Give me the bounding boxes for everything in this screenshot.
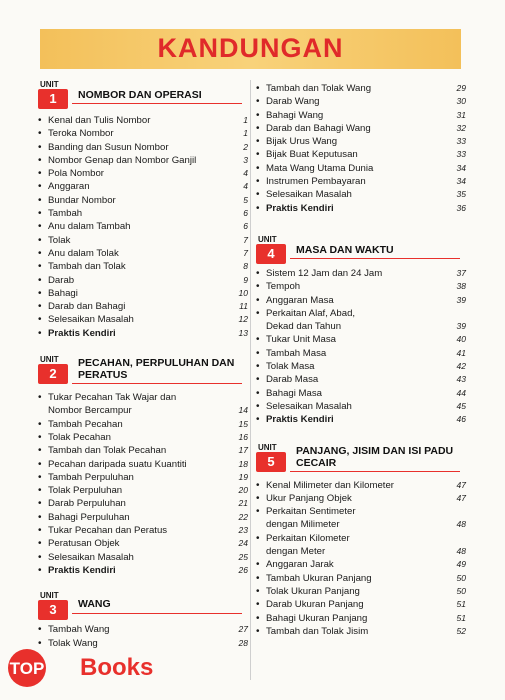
- toc-entry: [38, 511, 248, 524]
- toc-entry-page: 7: [243, 247, 248, 258]
- toc-entry-page: 51: [456, 612, 466, 623]
- unit-number: 5: [256, 452, 286, 472]
- toc-entry: [38, 127, 248, 140]
- toc-entry: [38, 180, 248, 193]
- toc-entry-title: Tambah Ukuran Panjang: [266, 572, 372, 584]
- toc-entry-page: 4: [243, 168, 248, 179]
- unit-1-list: [38, 114, 248, 340]
- toc-entry-title: Tambah Perpuluhan: [48, 471, 134, 483]
- toc-entry-page: 28: [238, 637, 248, 648]
- toc-entry: [38, 564, 248, 577]
- toc-entry: [256, 202, 466, 215]
- toc-entry-page: 29: [456, 83, 466, 93]
- toc-entry-title: Anggaran Masa: [266, 294, 334, 306]
- toc-entry-page: 1: [243, 115, 248, 125]
- toc-entry: [38, 154, 248, 167]
- toc-entry-page: 43: [456, 374, 466, 385]
- toc-entry-page: 47: [456, 479, 466, 490]
- toc-entry-title: Kenal Milimeter dan Kilometer: [266, 479, 394, 491]
- toc-entry-page: 52: [456, 625, 466, 636]
- toc-entry-title: Bahagi Masa: [266, 387, 322, 399]
- unit-number: 1: [38, 89, 68, 109]
- toc-entry-title: Praktis Kendiri: [266, 414, 334, 426]
- left-column: [38, 80, 248, 650]
- toc-entry-title: Tolak Masa: [266, 361, 315, 373]
- unit-badge: [38, 355, 72, 385]
- toc-entry-page: 37: [456, 267, 466, 278]
- toc-entry-page: 6: [243, 221, 248, 232]
- toc-entry-page: 35: [456, 189, 466, 200]
- toc-entry-page: 21: [238, 498, 248, 509]
- toc-entry-title: Anu dalam Tambah: [48, 221, 131, 233]
- toc-entry-title: Bahagi Perpuluhan: [48, 511, 130, 523]
- toc-entry: [38, 287, 248, 300]
- unit-header: [38, 80, 248, 112]
- toc-entry-title: Tambah Masa: [266, 347, 327, 359]
- toc-entry-page: 33: [456, 136, 466, 147]
- toc-entry-title: Tukar Unit Masa: [266, 334, 337, 346]
- unit-underline: [72, 103, 242, 104]
- toc-entry-title: Ukur Panjang Objek: [266, 492, 352, 504]
- toc-entry-page: 23: [238, 525, 248, 536]
- toc-entry-page: 48: [456, 546, 466, 557]
- toc-entry-title: Tambah dan Tolak Pecahan: [48, 445, 167, 457]
- toc-entry: [256, 280, 466, 293]
- toc-entry-page: 39: [456, 294, 466, 305]
- toc-entry-page: 17: [238, 445, 248, 456]
- toc-entry: [38, 207, 248, 220]
- toc-entry-title: Darab Perpuluhan: [48, 498, 126, 510]
- toc-entry-page: 49: [456, 559, 466, 570]
- toc-entry-page: 39: [456, 321, 466, 332]
- toc-entry-title: Tolak Ukuran Panjang: [266, 585, 360, 597]
- toc-entry-page: 50: [456, 585, 466, 596]
- unit-header: [256, 235, 466, 267]
- toc-entry: [256, 387, 466, 400]
- toc-entry: [256, 347, 466, 360]
- unit-number: 3: [38, 600, 68, 620]
- toc-entry-page: 44: [456, 387, 466, 398]
- unit-title: PANJANG, JISIM DAN ISI PADU CECAIR: [296, 444, 454, 469]
- toc-entry-title: Perkaitan Kilometer dengan Meter: [266, 532, 350, 558]
- unit-title: WANG: [78, 598, 111, 611]
- toc-entry: [38, 537, 248, 550]
- right-column: [256, 80, 466, 638]
- toc-entry: [256, 373, 466, 386]
- toc-entry: [38, 418, 248, 431]
- toc-entry-title: Anu dalam Tolak: [48, 247, 119, 259]
- unit-word: UNIT: [40, 355, 59, 365]
- column-divider: [250, 80, 251, 680]
- toc-entry-title: Praktis Kendiri: [266, 202, 334, 214]
- unit-badge: [38, 80, 72, 110]
- toc-entry-page: 40: [456, 334, 466, 345]
- toc-entry-page: 25: [238, 551, 248, 562]
- toc-entry: [256, 532, 466, 559]
- toc-entry-page: 16: [238, 431, 248, 442]
- toc-entry-page: 33: [456, 149, 466, 160]
- toc-entry-title: Darab dan Bahagi: [48, 301, 126, 313]
- toc-entry-title: Darab Ukuran Panjang: [266, 599, 364, 611]
- toc-entry: [256, 612, 466, 625]
- toc-entry-page: 41: [456, 347, 466, 358]
- toc-entry-title: Sistem 12 Jam dan 24 Jam: [266, 267, 383, 279]
- unit-badge: [256, 235, 290, 265]
- toc-entry: [256, 188, 466, 201]
- toc-entry-title: Banding dan Susun Nombor: [48, 141, 169, 153]
- toc-entry: [256, 400, 466, 413]
- toc-entry: [256, 625, 466, 638]
- toc-entry-page: 1: [243, 128, 248, 139]
- unit-word: UNIT: [40, 591, 59, 601]
- unit-underline: [290, 258, 460, 259]
- toc-entry-title: Tambah dan Tolak Wang: [266, 83, 372, 94]
- toc-entry-title: Darab: [48, 274, 75, 286]
- toc-entry: [38, 458, 248, 471]
- toc-entry-page: 5: [243, 194, 248, 205]
- title-banner: [40, 29, 461, 69]
- toc-entry-page: 10: [238, 287, 248, 298]
- toc-entry: [256, 82, 466, 95]
- svg-text:Books: Books: [80, 654, 154, 681]
- toc-entry-page: 30: [456, 96, 466, 107]
- toc-entry-title: Pola Nombor: [48, 168, 104, 180]
- toc-entry-page: 20: [238, 485, 248, 496]
- toc-entry-title: Bahagi: [48, 287, 78, 299]
- toc-entry: [38, 167, 248, 180]
- toc-entry-title: Teroka Nombor: [48, 128, 114, 140]
- toc-entry-page: 8: [243, 261, 248, 272]
- unit-word: UNIT: [40, 80, 59, 89]
- toc-entry-page: 47: [456, 492, 466, 503]
- toc-entry: [38, 300, 248, 313]
- toc-entry-page: 31: [456, 109, 466, 120]
- unit-badge: [256, 443, 290, 473]
- toc-entry-title: Perkaitan Sentimeter dengan Milimeter: [266, 506, 356, 531]
- toc-entry-page: 19: [238, 471, 248, 482]
- toc-entry-title: Tolak: [48, 234, 71, 246]
- toc-entry: [256, 333, 466, 346]
- unit-underline: [72, 613, 242, 614]
- toc-entry-page: 22: [238, 511, 248, 522]
- toc-entry-title: Kenal dan Tulis Nombor: [48, 115, 151, 126]
- page-title: KANDUNGAN: [157, 33, 344, 63]
- toc-entry-page: 46: [456, 414, 466, 425]
- toc-entry-page: 45: [456, 400, 466, 411]
- toc-entry: [256, 558, 466, 571]
- toc-entry: [38, 524, 248, 537]
- toc-entry-page: 3: [243, 154, 248, 165]
- toc-entry-page: 11: [239, 301, 248, 312]
- toc-entry-title: Tolak Pecahan: [48, 431, 111, 443]
- toc-entry: [256, 492, 466, 505]
- unit-4-list: [256, 267, 466, 427]
- topbooks-logo: [5, 637, 185, 690]
- toc-entry-page: 12: [238, 314, 248, 325]
- toc-entry-title: Nombor Genap dan Nombor Ganjil: [48, 154, 197, 166]
- toc-entry: [256, 148, 466, 161]
- toc-entry: [256, 267, 466, 280]
- unit-title: MASA DAN WAKTU: [296, 243, 394, 256]
- toc-entry: [38, 623, 248, 636]
- toc-entry-title: Darab Wang: [266, 96, 320, 108]
- toc-entry-title: Selesaikan Masalah: [266, 189, 352, 201]
- toc-entry-page: 15: [238, 418, 248, 429]
- toc-entry-title: Mata Wang Utama Dunia: [266, 162, 374, 174]
- toc-entry: [256, 360, 466, 373]
- unit-header: [38, 355, 248, 391]
- toc-entry-page: 7: [243, 234, 248, 245]
- toc-entry-title: Selesaikan Masalah: [48, 551, 134, 563]
- toc-entry: [38, 274, 248, 287]
- toc-entry-page: 24: [238, 538, 248, 549]
- unit-2-list: [38, 391, 248, 577]
- toc-entry-page: 26: [238, 564, 248, 575]
- unit-header: [38, 591, 248, 623]
- toc-entry-page: 42: [456, 361, 466, 372]
- toc-entry: [256, 122, 466, 135]
- toc-entry: [38, 551, 248, 564]
- toc-entry-title: Bahagi Wang: [266, 109, 324, 121]
- toc-entry-title: Bijak Urus Wang: [266, 136, 338, 148]
- unit-number: 2: [38, 364, 68, 384]
- toc-entry: [256, 413, 466, 426]
- toc-entry-page: 50: [456, 572, 466, 583]
- toc-entry-title: Peratusan Objek: [48, 538, 120, 550]
- toc-entry: [256, 109, 466, 122]
- toc-entry: [38, 247, 248, 260]
- toc-entry-title: Bahagi Ukuran Panjang: [266, 612, 368, 624]
- toc-entry-title: Tukar Pecahan Tak Wajar dan Nombor Bercampur: [48, 392, 177, 417]
- unit-underline: [290, 471, 460, 472]
- toc-entry-page: 48: [456, 519, 466, 530]
- toc-entry: [38, 114, 248, 127]
- toc-entry-title: Instrumen Pembayaran: [266, 176, 366, 188]
- toc-entry: [38, 260, 248, 273]
- svg-text:TOP: TOP: [9, 659, 45, 678]
- toc-entry: [256, 307, 466, 334]
- toc-entry-page: 2: [243, 141, 248, 152]
- toc-entry-title: Praktis Kendiri: [48, 564, 116, 576]
- toc-entry: [256, 135, 466, 148]
- toc-entry-page: 36: [456, 202, 466, 213]
- toc-entry-title: Darab Masa: [266, 374, 319, 386]
- toc-entry: [38, 484, 248, 497]
- toc-entry: [256, 505, 466, 532]
- toc-entry: [38, 471, 248, 484]
- toc-entry: [256, 572, 466, 585]
- toc-entry-page: 27: [238, 624, 248, 635]
- toc-entry-title: Bundar Nombor: [48, 194, 116, 206]
- toc-entry: [256, 95, 466, 108]
- unit-number: 4: [256, 244, 286, 264]
- toc-entry-title: Perkaitan Alaf, Abad, Dekad dan Tahun: [266, 307, 356, 333]
- unit-title: NOMBOR DAN OPERASI: [78, 89, 202, 101]
- unit-word: UNIT: [258, 442, 277, 452]
- toc-entry-title: Tukar Pecahan dan Peratus: [48, 525, 168, 537]
- toc-entry-page: 38: [456, 281, 466, 292]
- toc-entry-title: Tambah dan Tolak: [48, 261, 126, 273]
- unit-title: PECAHAN, PERPULUHAN DAN PERATUS: [78, 357, 235, 382]
- toc-entry-page: 14: [238, 405, 248, 416]
- toc-entry: [38, 431, 248, 444]
- toc-entry: [38, 497, 248, 510]
- toc-entry: [38, 234, 248, 247]
- toc-entry-page: 6: [243, 208, 248, 219]
- toc-entry: [256, 585, 466, 598]
- toc-entry-title: Selesaikan Masalah: [266, 400, 352, 412]
- toc-entry: [38, 141, 248, 154]
- toc-entry-page: 34: [456, 176, 466, 187]
- toc-entry-title: Anggaran: [48, 181, 90, 193]
- toc-entry-title: Bijak Buat Keputusan: [266, 149, 358, 161]
- toc-entry-page: 34: [456, 162, 466, 173]
- toc-entry-title: Tolak Wang: [48, 637, 98, 649]
- toc-entry: [38, 444, 248, 457]
- toc-entry-page: 32: [456, 122, 466, 133]
- toc-entry-title: Tambah Wang: [48, 624, 110, 636]
- toc-entry: [256, 479, 466, 492]
- toc-entry-page: 9: [243, 274, 248, 285]
- toc-entry: [256, 598, 466, 611]
- toc-entry-title: Pecahan daripada suatu Kuantiti: [48, 458, 187, 470]
- toc-entry: [38, 391, 248, 418]
- toc-entry-title: Tambah dan Tolak Jisim: [266, 625, 369, 637]
- toc-entry-title: Tempoh: [266, 281, 301, 293]
- toc-entry: [256, 175, 466, 188]
- toc-entry-title: Tolak Perpuluhan: [48, 485, 123, 497]
- toc-entry-page: 18: [238, 458, 248, 469]
- toc-entry-title: Tambah Pecahan: [48, 418, 123, 430]
- unit-underline: [72, 383, 242, 384]
- unit-badge: [38, 591, 72, 621]
- unit-3-list-continued: [256, 82, 466, 215]
- toc-entry-page: 4: [243, 181, 248, 192]
- toc-entry-title: Tambah: [48, 208, 83, 220]
- toc-entry: [256, 294, 466, 307]
- unit-5-list: [256, 479, 466, 639]
- unit-word: UNIT: [258, 234, 277, 244]
- toc-entry-page: 51: [456, 599, 466, 610]
- toc-entry-title: Praktis Kendiri: [48, 327, 116, 339]
- unit-header: [256, 443, 466, 479]
- toc-entry: [38, 327, 248, 340]
- toc-entry: [38, 313, 248, 326]
- toc-entry: [256, 162, 466, 175]
- toc-entry: [38, 220, 248, 233]
- toc-entry-title: Anggaran Jarak: [266, 559, 334, 571]
- toc-entry-page: 13: [238, 327, 248, 338]
- toc-entry-title: Selesaikan Masalah: [48, 314, 134, 326]
- toc-entry-title: Darab dan Bahagi Wang: [266, 122, 371, 134]
- toc-entry: [38, 194, 248, 207]
